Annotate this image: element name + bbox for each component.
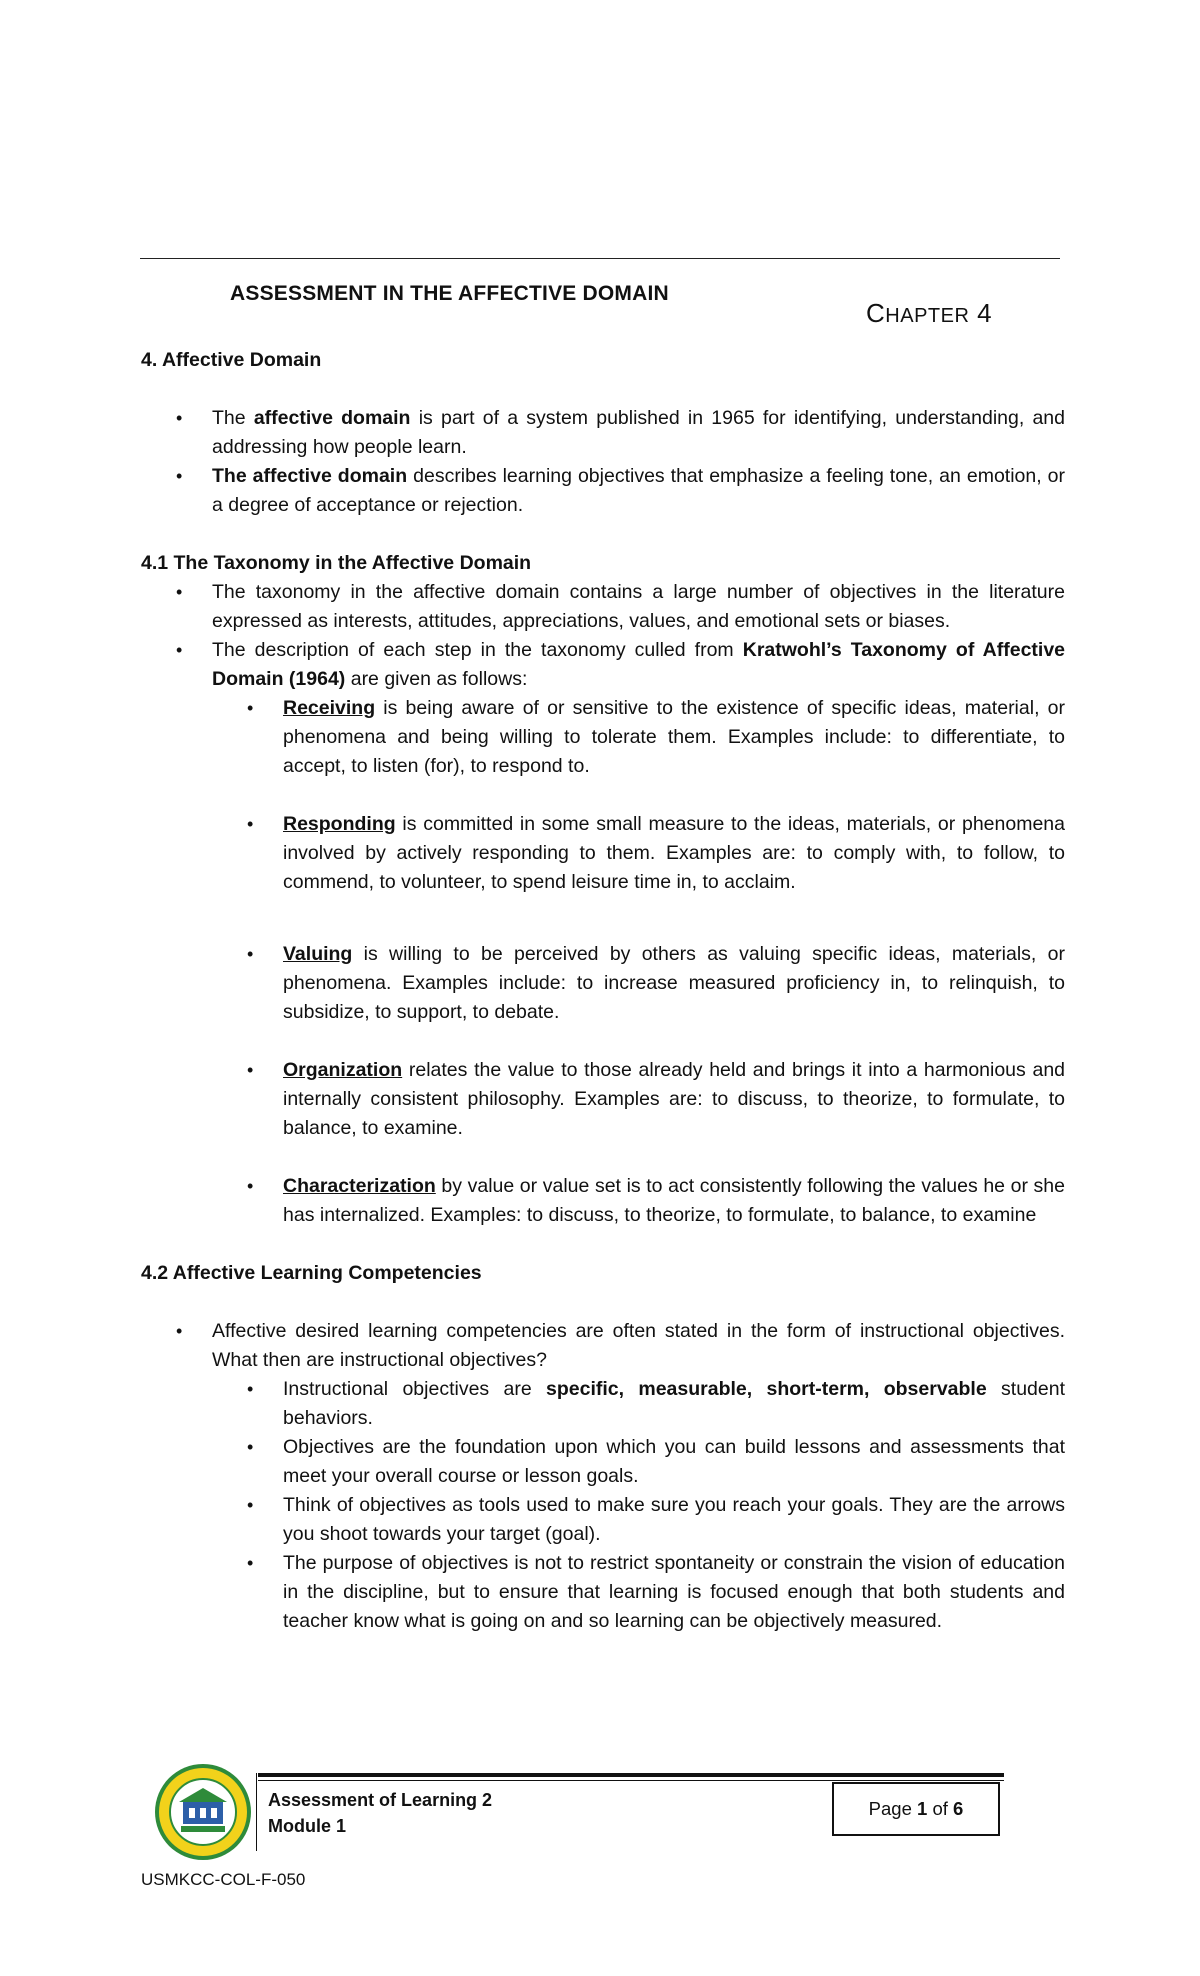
footer-rule-thin xyxy=(258,1780,1004,1781)
list-item: • The affective domain describes learning objectives that emphasize a feeling tone, an emotion, or a degree of acceptance or rejection. xyxy=(212,462,1065,520)
objectives-list xyxy=(212,1375,1065,1636)
page-number-box: Page 1 of 6 xyxy=(832,1782,1000,1836)
course-title: Assessment of Learning 2 xyxy=(268,1790,493,1810)
section-heading: 4. Affective Domain xyxy=(141,349,322,371)
footer-course-info xyxy=(268,1787,492,1839)
footer-divider xyxy=(256,1773,257,1851)
page-title: ASSESSMENT IN THE AFFECTIVE DOMAIN xyxy=(230,282,669,305)
list-item: • Receiving is being aware of or sensitive to the existence of specific ideas, material, or phenomena and being willing to tolerate them. Examples include: to differentiate, to accept, to listen (for), to respond to. xyxy=(283,694,1065,781)
list-item: • Instructional objectives are specific, measurable, short-term, observable student behaviors. xyxy=(283,1375,1065,1433)
section-heading: 4.2 Affective Learning Competencies xyxy=(141,1262,482,1284)
chapter-label: CHAPTER 4 xyxy=(866,298,993,328)
list-item: • Characterization by value or value set is to act consistently following the values he or she has internalized. Examples: to discuss, to theorize, to formulate, to balance, to examine xyxy=(283,1172,1065,1230)
header-rule xyxy=(140,258,1060,259)
taxonomy-steps-list xyxy=(212,694,1065,1230)
bullet-list xyxy=(141,578,1065,1230)
university-seal-icon xyxy=(153,1762,253,1862)
list-item: • The affective domain is part of a system published in 1965 for identifying, understanding, and addressing how people learn. xyxy=(212,404,1065,462)
list-item: • Organization relates the value to those already held and brings it into a harmonious and internally consistent philosophy. Examples are: to discuss, to theorize, to formulate, to balance, to examine. xyxy=(283,1056,1065,1143)
section-heading: 4.1 The Taxonomy in the Affective Domain xyxy=(141,552,532,574)
module-label: Module 1 xyxy=(268,1816,347,1836)
list-item: • Valuing is willing to be perceived by others as valuing specific ideas, materials, or phenomena. Examples include: to increase measured proficiency in, to relinquish, to subsidize, to support, to debate. xyxy=(283,940,1065,1027)
list-item: • Think of objectives as tools used to make sure you reach your goals. They are the arrows you shoot towards your target (goal). xyxy=(283,1491,1065,1549)
bullet-list xyxy=(141,404,1065,520)
list-item: • Responding is committed in some small measure to the ideas, materials, or phenomena involved by actively responding to them. Examples are: to comply with, to follow, to commend, to volunteer, to spend leisure time in, to acclaim. xyxy=(283,810,1065,897)
form-code: USMKCC-COL-F-050 xyxy=(141,1870,306,1889)
document-body xyxy=(141,346,1065,1636)
list-item: • The description of each step in the taxonomy culled from Kratwohl’s Taxonomy of Affective Domain (1964) are given as follows: • Receiving is being aware of or sensitive to the existence of specific ideas, material, or phenomena and being willing to tolerate them. Examples include: to differentiate, to accept, to listen (for), to respond to. • Responding is committed in some small measure to the ideas, materials, or phenomena involved by actively responding to them. Examples are: to comply with, to follow, to commend, to volunteer, to spend leisure time in, to acclaim. • Valuing is willing to be perceived by others as valuing specific ideas, materials, or phenomena. Examples include: to increase measured proficiency in, to relinquish, to subsidize, to support, to debate. • Organization relates the value to those already held and brings it into a harmonious and internally consistent philosophy. Examples are: to discuss, to theorize, to formulate, to balance, to examine. • Characterization by value or value set is to act consistently following the values he or she has internalized. Examples: to discuss, to theorize, to formulate, to balance, to examine xyxy=(212,636,1065,1230)
footer-rule xyxy=(258,1773,1004,1777)
list-item: • The taxonomy in the affective domain contains a large number of objectives in the literature expressed as interests, attitudes, appreciations, values, and emotional sets or biases. xyxy=(212,578,1065,636)
list-item: • Affective desired learning competencies are often stated in the form of instructional objectives. What then are instructional objectives? • Instructional objectives are specific, measurable, short-term, observable student behaviors. • Objectives are the foundation upon which you can build lessons and assessments that meet your overall course or lesson goals. • Think of objectives as tools used to make sure you reach your goals. They are the arrows you shoot towards your target (goal). • The purpose of objectives is not to restrict spontaneity or constrain the vision of education in the discipline, but to ensure that learning is focused enough that both students and teacher know what is going on and so learning can be objectively measured. xyxy=(212,1317,1065,1636)
bullet-list xyxy=(141,1317,1065,1636)
list-item: • The purpose of objectives is not to restrict spontaneity or constrain the vision of education in the discipline, but to ensure that learning is focused enough that both students and teacher know what is going on and so learning can be objectively measured. xyxy=(283,1549,1065,1636)
list-item: • Objectives are the foundation upon which you can build lessons and assessments that meet your overall course or lesson goals. xyxy=(283,1433,1065,1491)
